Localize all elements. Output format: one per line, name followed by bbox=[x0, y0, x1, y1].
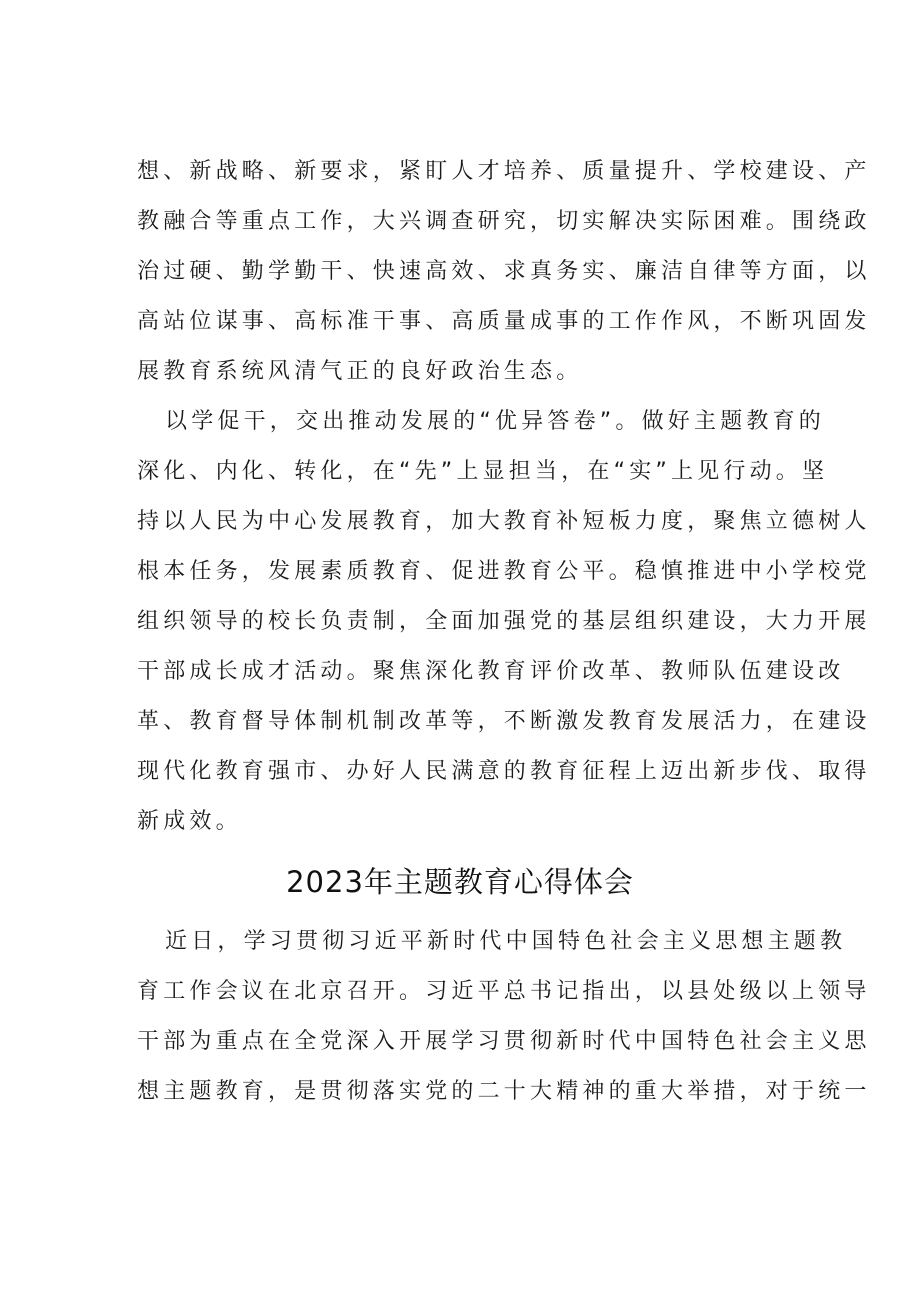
document-title: 2023年主题教育心得体会 bbox=[286, 865, 634, 899]
paragraph-2-line: 新成效。 bbox=[137, 809, 242, 834]
paragraph-3-line: 育工作会议在北京召开。习近平总书记指出，以县处级以上领导 bbox=[137, 979, 871, 1004]
paragraph-2-line: 持以人民为中心发展教育，加大教育补短板力度，聚焦立德树人 bbox=[137, 509, 871, 534]
paragraph-3-line: 干部为重点在全党深入开展学习贯彻新时代中国特色社会主义思 bbox=[137, 1029, 871, 1054]
paragraph-2-line: 干部成长成才活动。聚焦深化教育评价改革、教师队伍建设改 bbox=[137, 659, 845, 684]
paragraph-2-line: 革、教育督导体制机制改革等，不断激发教育发展活力，在建设 bbox=[137, 709, 871, 734]
paragraph-1-line: 展教育系统风清气正的良好政治生态。 bbox=[137, 359, 583, 384]
paragraph-1-line: 高站位谋事、高标准干事、高质量成事的工作作风，不断巩固发 bbox=[137, 309, 871, 334]
paragraph-2-line: 以学促干，交出推动发展的“优异答卷”。做好主题教育的 bbox=[165, 409, 825, 434]
paragraph-2-line: 根本任务，发展素质教育、促进教育公平。稳慎推进中小学校党 bbox=[137, 559, 871, 584]
paragraph-1-line: 治过硬、勤学勤干、快速高效、求真务实、廉洁自律等方面，以 bbox=[137, 259, 871, 284]
paragraph-3-line: 想主题教育，是贯彻落实党的二十大精神的重大举措，对于统一 bbox=[137, 1079, 871, 1104]
paragraph-1-line: 教融合等重点工作，大兴调查研究，切实解决实际困难。围绕政 bbox=[137, 209, 871, 234]
paragraph-2-line: 组织领导的校长负责制，全面加强党的基层组织建设，大力开展 bbox=[137, 609, 871, 634]
paragraph-3-line: 近日，学习贯彻习近平新时代中国特色社会主义思想主题教 bbox=[165, 929, 847, 954]
paragraph-2-line: 深化、内化、转化，在“先”上显担当，在“实”上见行动。坚 bbox=[137, 459, 829, 484]
paragraph-1-line: 想、新战略、新要求，紧盯人才培养、质量提升、学校建设、产 bbox=[137, 159, 871, 184]
paragraph-2-line: 现代化教育强市、办好人民满意的教育征程上迈出新步伐、取得 bbox=[137, 759, 871, 784]
